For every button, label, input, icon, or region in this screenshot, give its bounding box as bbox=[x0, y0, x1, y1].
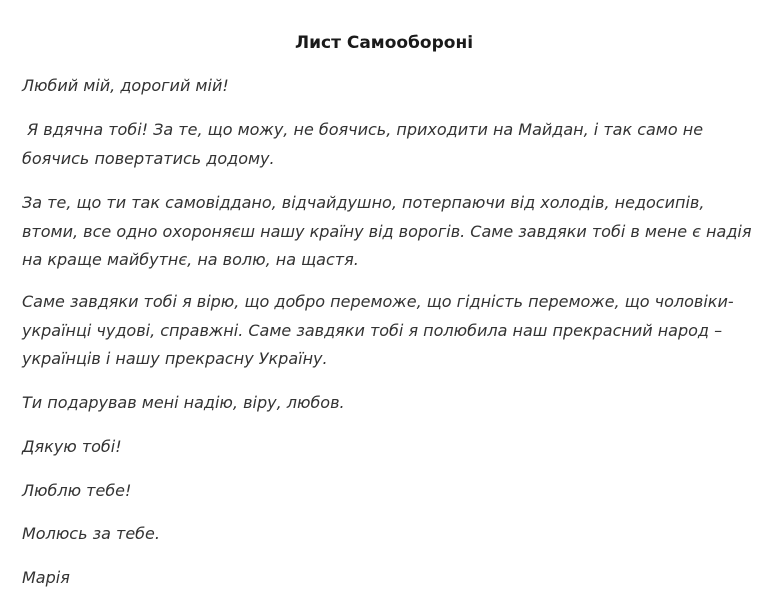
paragraph-line: Ти подарував мені надію, віру, любов. bbox=[22, 393, 345, 412]
greeting-paragraph bbox=[22, 72, 752, 101]
paragraph-line: Саме завдяки тобі я вірю, що добро переможе, що гідність переможе, що чоловіки- bbox=[22, 292, 734, 311]
letter-title: Лист Самообороні bbox=[294, 33, 474, 53]
paragraph-line: Дякую тобі! bbox=[22, 437, 122, 456]
prayer-paragraph bbox=[22, 520, 752, 549]
signature-name: Марія bbox=[22, 568, 70, 587]
paragraph-line: Люблю тебе! bbox=[22, 481, 132, 500]
paragraph-line: втоми, все одно охороняєш нашу країну від ворогів. Саме завдяки тобі в мене є надія bbox=[22, 221, 752, 241]
devotion-paragraph bbox=[22, 189, 752, 275]
thanks-paragraph bbox=[22, 433, 752, 462]
love-paragraph bbox=[22, 477, 752, 506]
paragraph-line: українці чудові, справжні. Саме завдяки тобі я полюбила наш прекрасний народ – bbox=[22, 320, 723, 340]
signature bbox=[22, 564, 752, 593]
paragraph-line: боячись повертатись додому. bbox=[22, 148, 275, 168]
paragraph-line: За те, що ти так самовіддано, відчайдушно, потерпаючи від холодів, недосипів, bbox=[22, 193, 705, 212]
belief-paragraph bbox=[22, 288, 752, 374]
paragraph-line: на краще майбутнє, на волю, на щастя. bbox=[22, 250, 359, 269]
paragraph-line: Я вдячна тобі! За те, що можу, не боячись, приходити на Майдан, і так само не bbox=[22, 120, 704, 139]
paragraph-line: Любий мій, дорогий мій! bbox=[22, 76, 229, 95]
paragraph-line: українців і нашу прекрасну Україну. bbox=[22, 349, 328, 368]
hope-paragraph bbox=[22, 389, 752, 418]
paragraph-line: Молюсь за тебе. bbox=[22, 524, 160, 543]
gratitude-paragraph bbox=[22, 116, 752, 173]
